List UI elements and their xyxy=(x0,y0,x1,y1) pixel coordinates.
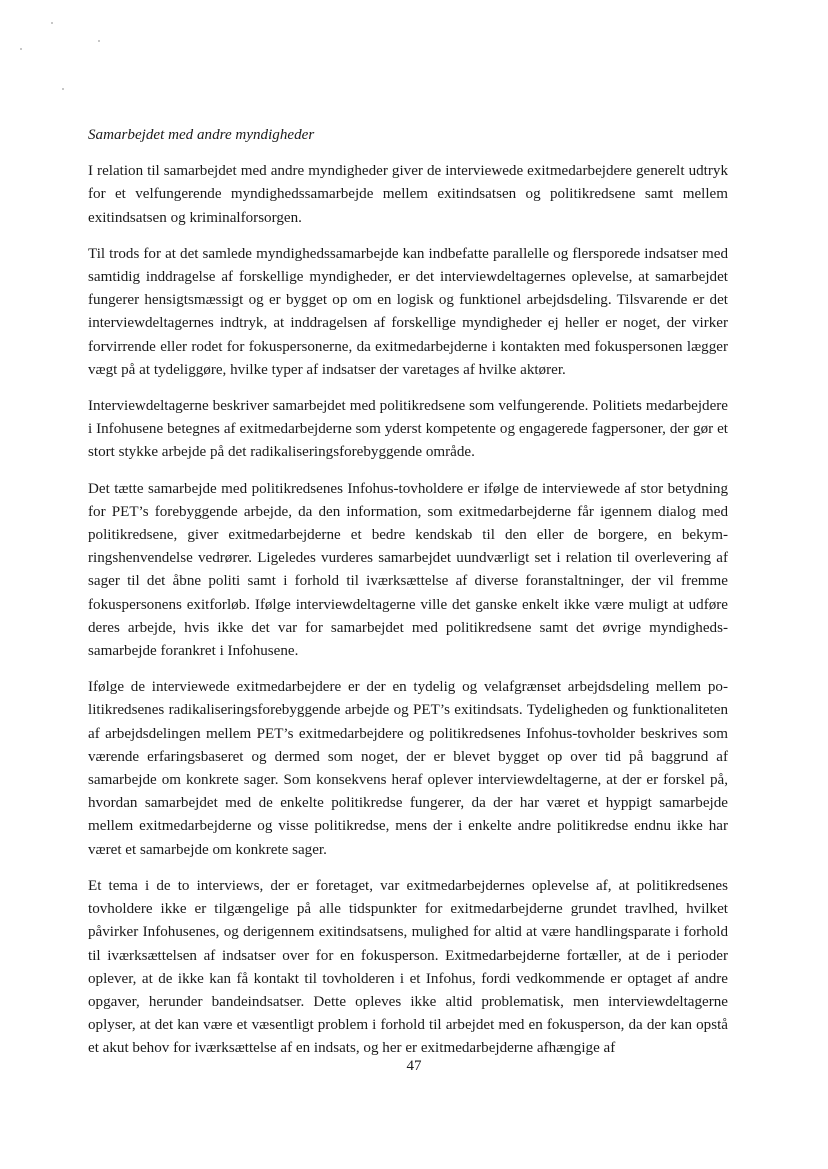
scan-speck xyxy=(62,88,64,90)
paragraph: Ifølge de interviewede exitmedarbejdere er der en tydelig og velafgrænset arbejdsdeling mellem politikredsenes radikaliseringsforebyggende arbejde og PET’s exitindsats. Tydeligheden og funktionaliteten af arbejdsdelingen mellem PET’s exitmedarbejdere og politikredsenes Infohus-tovholder beskrives som værende erfaringsbaseret og dermed som noget, der er blevet bygget op over tid på baggrund af samarbejde om konkrete sager. Som konsekvens heraf oplever interviewdeltagerne, at der er forskel på, hvordan samarbejdet med de enkelte politikredse fungerer, da der har været et hyppigt samarbejde mellem exitmedarbejderne og visse politikredse, mens der i enkelte andre politikredse endnu ikke har været et samarbejde om konkrete sager. xyxy=(88,679,728,858)
page-body xyxy=(88,124,728,1074)
scan-speck xyxy=(20,48,22,50)
paragraph: Et tema i de to interviews, der er foretaget, var exitmedarbejdernes oplevelse af, at politikredsenes tovholdere ikke er tilgængelige på alle tidspunkter for exitmedarbejderne grundet travlhed, hvilket påvirker Infohusenes, og derigennem exitindsatsens, mulighed for altid at være handlingsparate i forhold til iværksættelsen af indsatser over for en fokusperson. Exitmedarbejderne fortæller, at de i perioder oplever, at de ikke kan få kontakt til tovholderen i et Infohus, fordi vedkommende er optaget af andre opgaver, herunder bandeindsatser. Dette opleves ikke altid problematisk, men interviewdeltagerne oplyser, at det kan være et væsentligt problem i forhold til arbejdet med en fokusperson, da der kan opstå et akut behov for iværksættelse af en indsats, og her er exitmedarbejderne afhængige af xyxy=(88,877,728,1057)
scan-speck xyxy=(98,40,100,42)
scan-speck xyxy=(51,22,53,24)
paragraph: I relation til samarbejdet med andre myndigheder giver de interviewede exitmedarbejdere generelt udtryk for et velfungerende myndighedssamarbejde mellem exitindsatsen og politikredsene samt mellem exitindsatsen og kriminalforsorgen. xyxy=(88,163,728,226)
paragraph: Det tætte samarbejde med politikredsenes Infohus-tovholdere er ifølge de interviewede af stor betydning for PET’s forebyggende arbejde, da den information, som exitmedarbejderne får igennem dialog med politikredsene, giver exitmedarbejderne et bedre kendskab til den eller de borgere, en bekymringshenvendelse vedrører. Ligeledes vurderes samarbejdet uundværligt set i relation til overlevering af sager til det åbne politi samt i forhold til iværksættelse af diverse foranstaltninger, der vil fremme fokuspersonens exitforløb. Ifølge interviewdeltagerne ville det ganske enkelt ikke være muligt at udføre deres arbejde, hvis ikke det var for samarbejdet med politikredsene samt det øvrige myndighedssamarbejde forankret i Infohusene. xyxy=(88,480,728,660)
paragraph: Til trods for at det samlede myndighedssamarbejde kan indbefatte parallelle og flersporede indsatser med samtidig inddragelse af forskellige myndigheder, er det interviewdeltagernes oplevelse, at samarbejdet fungerer hensigtsmæssigt og er bygget op om en logisk og funktionel arbejdsdeling. Tilsvarende er det interviewdeltagernes indtryk, at inddragelsen af forskellige myndigheder ej heller er noget, der virker forvirrende eller rodet for fokuspersonerne, da exitmedarbejderne i kontakten med fokuspersonen lægger vægt på at tydeliggøre, hvilke typer af indsatser der varetages af hvilke aktører. xyxy=(88,245,728,378)
section-heading: Samarbejdet med andre myndigheder xyxy=(88,127,315,143)
page-number: 47 xyxy=(406,1058,422,1074)
paragraph: Interviewdeltagerne beskriver samarbejdet med politikredsene som velfungerende. Politiets medarbejdere i Infohusene betegnes af exitmedarbejderne som yderst kompetente og engagerede fagpersoner, der gør et stort stykke arbejde på det radikaliseringsforebyggende område. xyxy=(88,398,728,461)
